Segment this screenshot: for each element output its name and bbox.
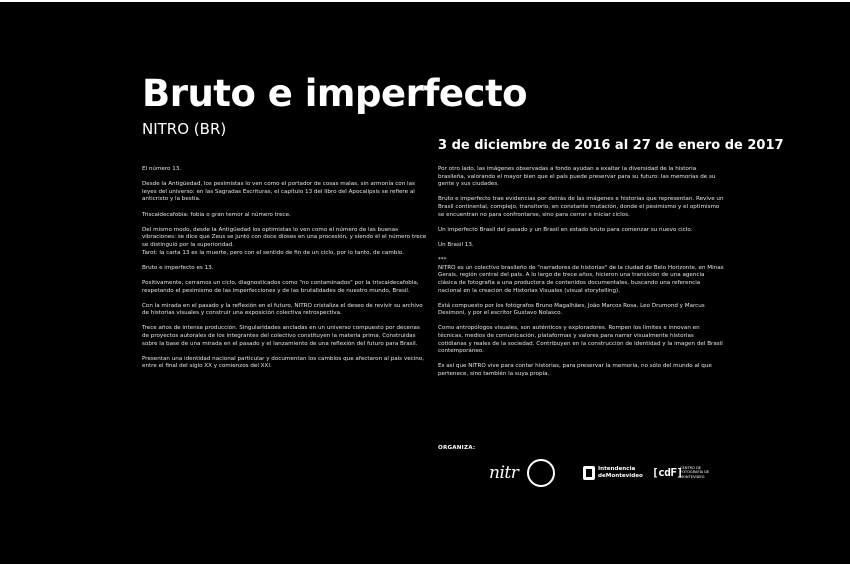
paragraph: Está compuesto por los fotógrafos Bruno Magalhães, João Marcos Rosa, Leo Drumond y Marcus Desimoni, y por el escritor Gustavo Nolasco.	[438, 302, 705, 317]
paragraph: Presentan una identidad nacional particular y documentan los cambios que afectaron al país vecino, entre el final del siglo XX y comienzos del XXI.	[142, 355, 425, 370]
paragraph: El número 13.	[142, 166, 182, 172]
page-title: Bruto e imperfecto	[142, 72, 528, 115]
paragraph: Bruto e imperfecto trae evidencias por detrás de las imágenes e historias que representan. Revive un Brasil continental, complejo, transitorio, en constante mutación, donde el pesimismo y el optimismo se encuentran no para confrontarse, sino para cerrar e iniciar ciclos.	[438, 196, 724, 218]
paragraph: Es así que NITRO vive para contar historias, para preservar la memoria, no sólo del mundo al que pertenece, sino también la suya propia.	[438, 363, 712, 378]
exhibition-dates: 3 de diciembre de 2016 al 27 de enero de 2017	[438, 138, 784, 153]
paragraph: Un imperfecto Brasil del pasado y un Brasil en estado bruto para comenzar su nuevo ciclo.	[438, 226, 693, 233]
paragraph: Trece años de intensa producción. Singularidades ancladas en un universo compuesto por decenas de proyectos autorales de los integrantes del colectivo constituyen la materia prima. Construidas sobre la base de una mirada en el pasado y el lanzamiento de una reflexión del futuro para Brasil.	[142, 325, 420, 347]
paragraph: Un Brasil 13.	[438, 241, 474, 248]
cdf-logo-text: CENTRO DE FOTOGRAFÍA DE MONTEVIDEO	[680, 466, 710, 479]
paragraph: Bruto e imperfecto es 13.	[142, 264, 214, 271]
paragraph: Como antropólogos visuales, son auténticos y exploradores. Rompen los límites e innovan en técnicas, medios de comunicación, plataformas y valores para narrar visualmente historias cotidianas y reales de la sociedad. Contribuyen en la construcción de identidad y la imagen del Brasil contemporáneo.	[438, 325, 723, 355]
paragraph: Con la mirada en el pasado y la reflexión en el futuro, NITRO cristaliza el deseo de revivir su archivo de historias visuales y construir una exposición colectiva retrospectiva.	[142, 302, 423, 317]
organiza-label: ORGANIZA:	[438, 445, 476, 451]
intendencia-emblem-icon	[583, 466, 595, 480]
cdf-logo	[652, 463, 714, 483]
right-text-column	[438, 166, 724, 386]
paragraph: Desde la Antigüedad, los pesimistas lo ven como el portador de cosas malas, sin armonía con las leyes del universo: en las Sagradas Escrituras, el capítulo 13 del libro del Apocalipsis se refiere al anticristo y la bestia.	[142, 181, 415, 203]
nitro-ring-icon	[527, 459, 555, 487]
paragraph: NITRO es un colectivo brasileño de "narradores de historias" de la ciudad de Belo Horizonte, en Minas Gerais, región central del país. A lo largo de trece años, hicieron una transición de una agencia clásica de fotografía a una productora de contenidos documentales, buscando una referencia nacional en la creación de Historias Visuales (visual storytelling).	[438, 264, 724, 294]
intendencia-logo	[583, 463, 645, 483]
intendencia-line-2: deMontevideo	[598, 472, 643, 479]
paragraph: Triscaidecafobia: fobia o gran temor al número trece.	[142, 211, 291, 218]
exhibition-panel	[0, 2, 850, 564]
separator-stars: ***	[438, 257, 447, 264]
paragraph: Tarot: la carta 13 es la muerte, pero con el sentido de fin de un ciclo, por lo tanto, de cambio.	[142, 249, 404, 256]
cdf-logo-mark: [cdF]	[652, 466, 683, 479]
page-subtitle: NITRO (BR)	[142, 120, 227, 138]
paragraph: Positivamente, cerramos un ciclo, diagnosticados como "no contaminados" por la triscaidecafobia, respetando el pesimismo de las imperfecciones y de las brutalidades de nuestro mundo, Brasil.	[142, 279, 419, 294]
intendencia-line-1: Intendencia	[598, 466, 636, 472]
intendencia-logo-text	[598, 466, 648, 479]
left-text-column	[142, 166, 428, 379]
nitro-logo	[489, 457, 559, 491]
paragraph: Por otro lado, las imágenes observadas a fondo ayudan a exaltar la diversidad de la historia brasileña, valorando el mayor bien que el país puede preservar para su futuro: las memorias de su gente y sus ciudades.	[438, 166, 716, 188]
nitro-logo-text: nitr	[489, 463, 519, 483]
paragraph: Del mismo modo, desde la Antigüedad los optimistas lo ven como el número de las buenas vibraciones: se dice que Zeus se juntó con doce dioses en una procesión, y siendo él el número trece se distinguió por la superioridad.	[142, 226, 427, 248]
